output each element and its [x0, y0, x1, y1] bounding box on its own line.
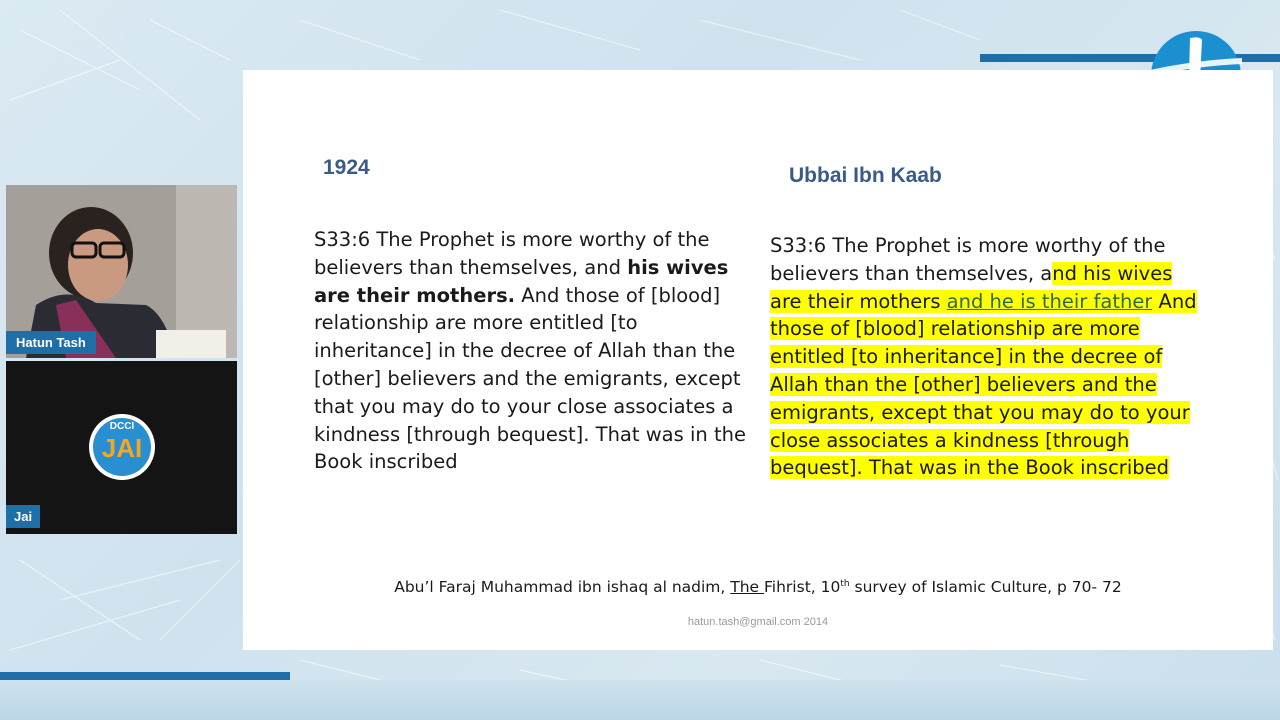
jai-logo-text-top: DCCI: [109, 421, 135, 432]
highlighted-text-continued: And those of [blood] relationship are more entitled [to inheritance] in the decree of Allah than the [other] believers and the emigrants, except that you may do to your close associates a kindness [through bequest]. That was in the Book inscribed: [770, 289, 1197, 480]
participant-tile-jai[interactable]: [6, 361, 237, 534]
left-column-title: 1924: [323, 156, 370, 179]
jai-logo-text-main: JAI: [101, 433, 143, 463]
citation: Abu’l Faraj Muhammad ibn ishaq al nadim, The Fihrist, 10th survey of Islamic Culture, p 70- 72: [394, 578, 1122, 596]
bottom-accent-stripe: [0, 672, 290, 680]
bottom-band: [0, 680, 1280, 720]
right-verse-text: S33:6 The Prophet is more worthy of the believers than themselves, and his wives are their mothers and he is their father And those of [blood] relationship are more entitled [to inheritance] in the decree of Allah than the [other] believers and the emigrants, except that you may do to your close associates a kindness [through bequest]. That was in the Book inscribed: [770, 234, 1197, 480]
underlined-phrase: and he is their father: [946, 289, 1153, 313]
participant-tile-hatun[interactable]: [6, 185, 237, 358]
participant-name: Hatun Tash: [6, 331, 96, 354]
bold-phrase: his wives are their mothers.: [314, 255, 729, 307]
left-verse-text: S33:6 The Prophet is more worthy of the believers than themselves, and his wives are their mothers. And those of [blood] relationship are more entitled [to inheritance] in the decree of Allah than the [other] believers and the emigrants, except that you may do to your close associates a kindness [through bequest]. That was in the Book inscribed: [314, 228, 746, 474]
presentation-slide: [243, 70, 1273, 650]
participant-name: Jai: [6, 505, 40, 528]
footer-email: hatun.tash@gmail.com 2014: [687, 616, 829, 628]
right-column-title: Ubbai Ibn Kaab: [789, 164, 942, 187]
highlighted-text: nd his wives are their mothers: [770, 261, 1173, 313]
